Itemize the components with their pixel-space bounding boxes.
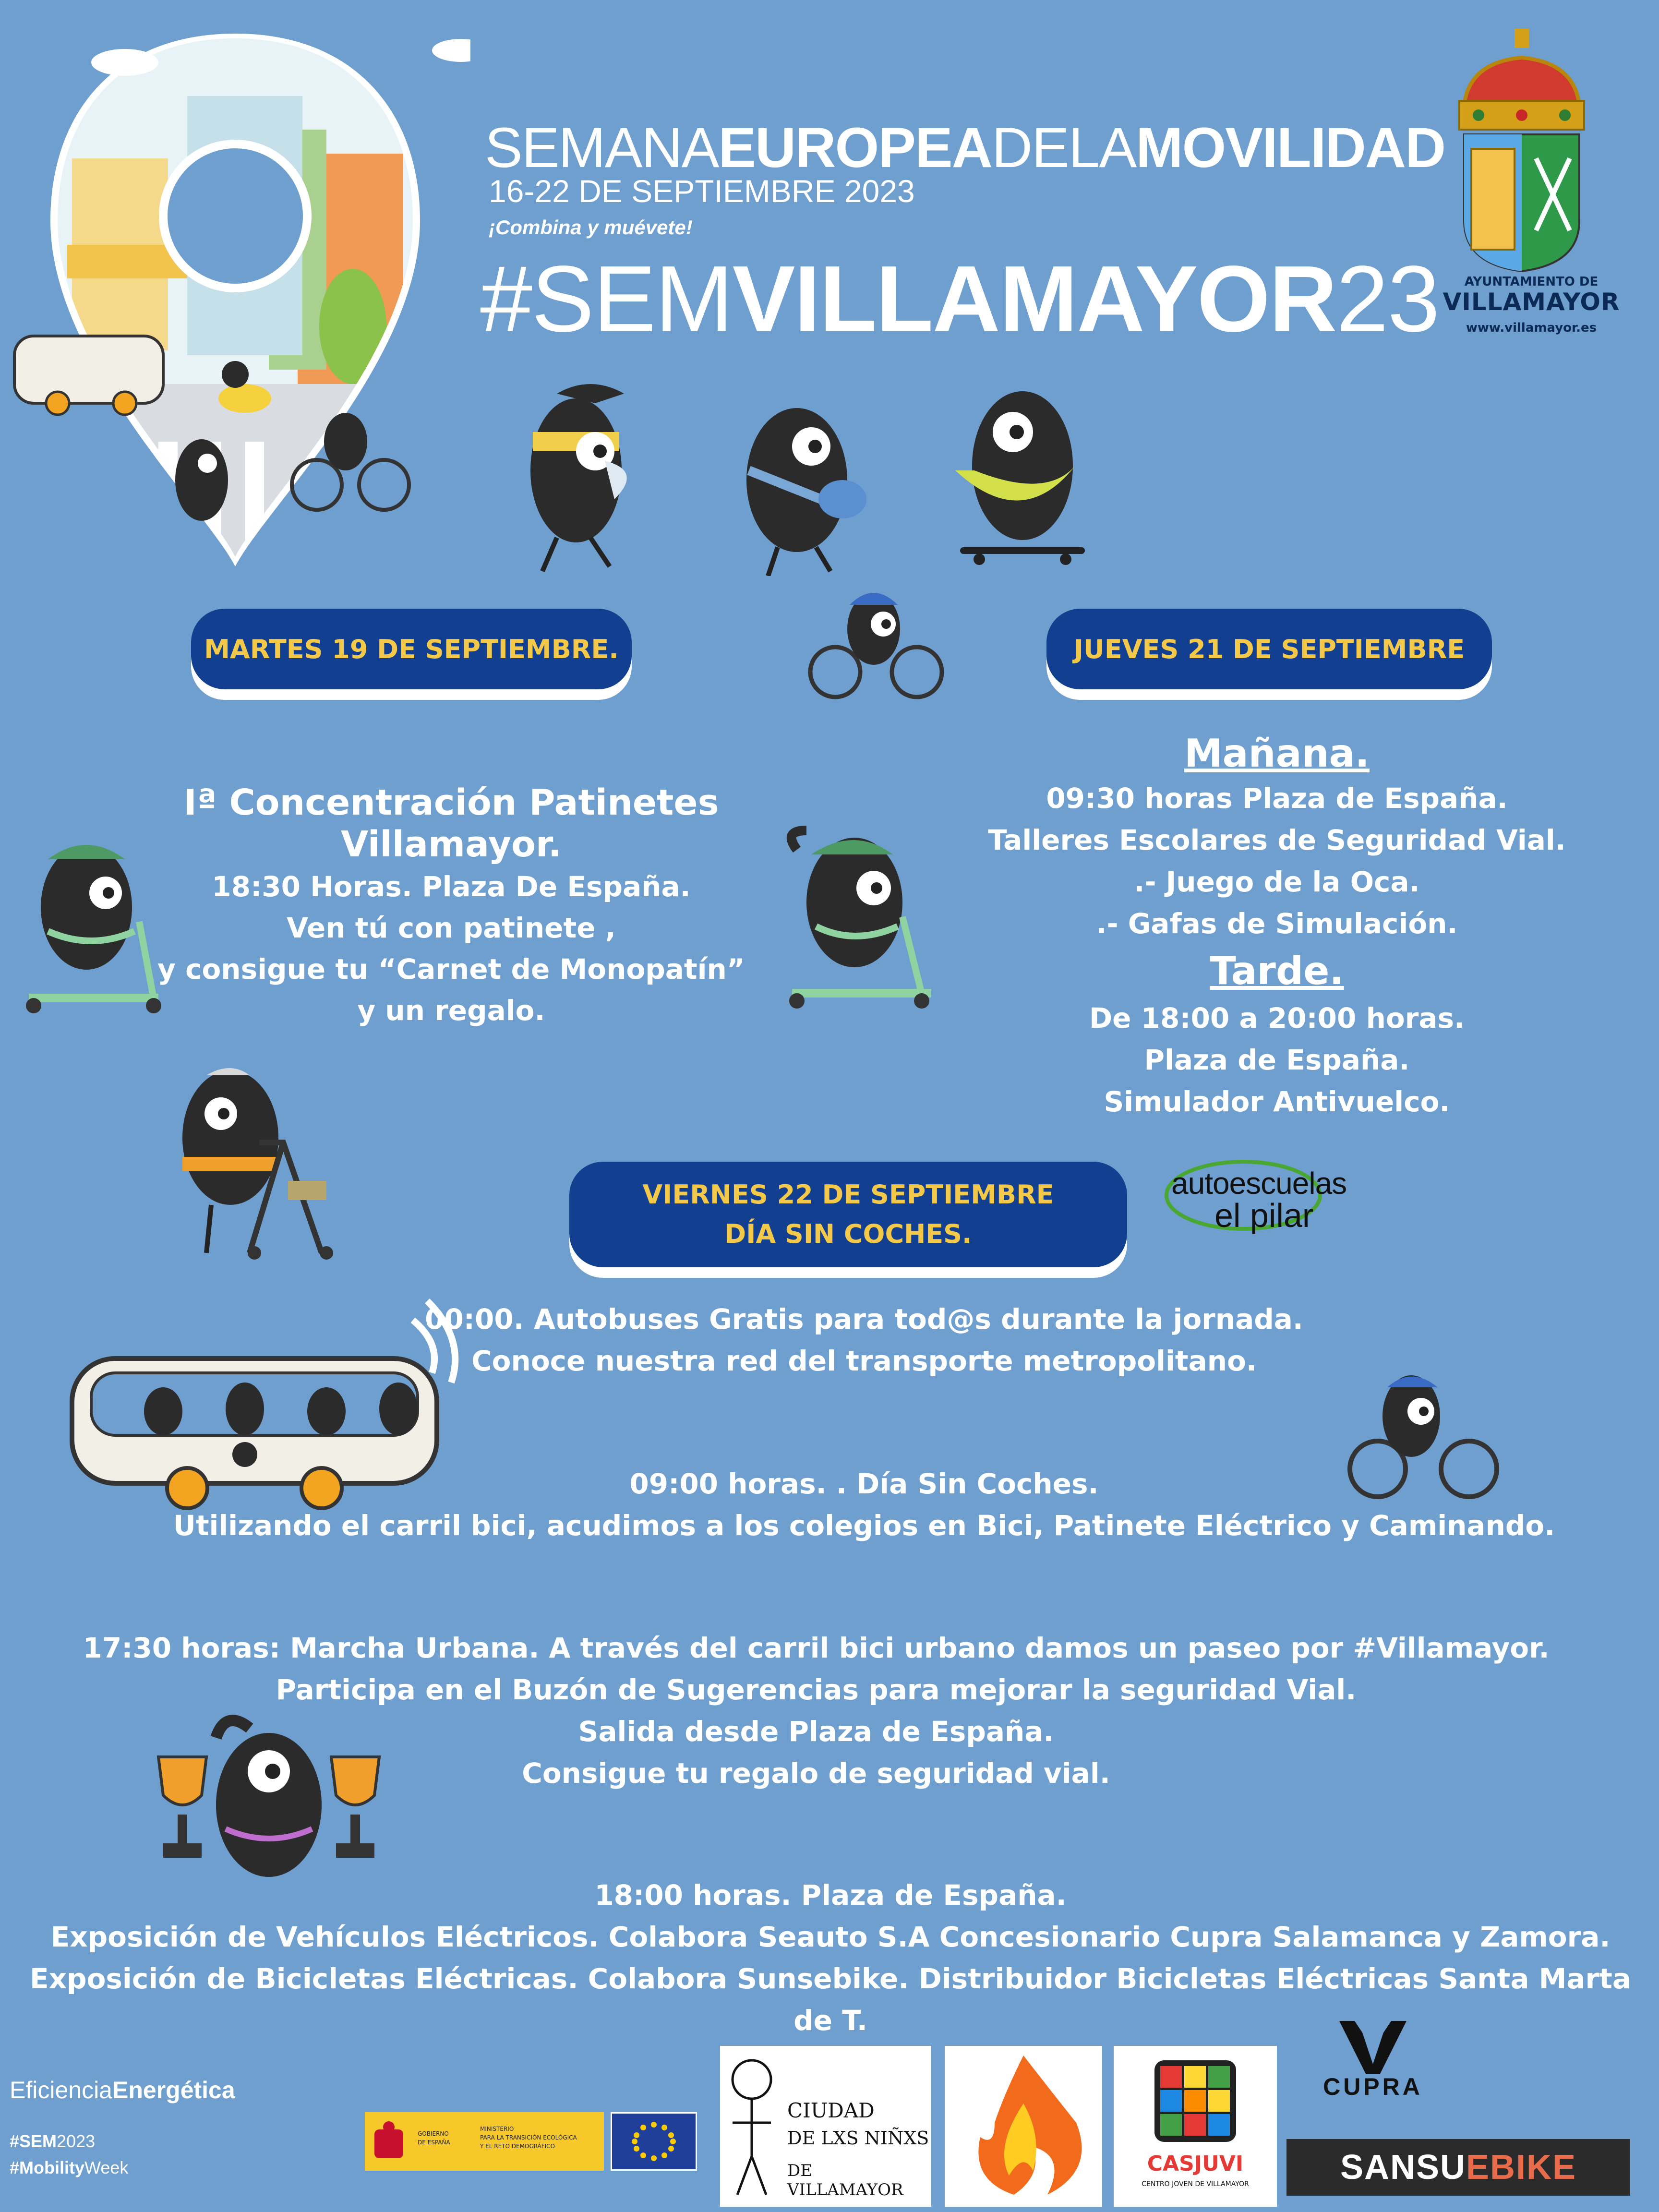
- tuesday-line-3: y consigue tu “Carnet de Monopatín”: [157, 953, 745, 986]
- thursday-morning-heading: Mañana.: [1184, 731, 1370, 776]
- scooter-girl-character-icon: [778, 811, 941, 1013]
- thursday-afternoon-3: Simulador Antivuelco.: [1104, 1085, 1450, 1118]
- friday-bus-2: Conoce nuestra red del transporte metropolitano.: [471, 1345, 1257, 1377]
- tuesday-line-4: y un regalo.: [357, 994, 545, 1027]
- thursday-afternoon-2: Plaza de España.: [1144, 1044, 1410, 1076]
- tuesday-title-1: Iª Concentración Patinetes: [183, 782, 719, 823]
- ebike-text: EBIKE: [1466, 2148, 1577, 2187]
- pill-friday-line-1: VIERNES 22 DE SEPTIEMBRE: [642, 1179, 1054, 1210]
- cyclist-small-icon: [806, 576, 950, 706]
- hashtag-sem2023: #SEM2023: [10, 2131, 96, 2151]
- ministry-line-1: MINISTERIO: [480, 2126, 514, 2132]
- ciudad-line-3: DE VILLAMAYOR: [787, 2161, 903, 2200]
- thursday-afternoon-heading: Tarde.: [1210, 949, 1344, 993]
- cupra-wordmark: CUPRA: [1323, 2073, 1423, 2100]
- child-drawing-icon: [723, 2051, 785, 2200]
- flame-icon: [951, 2051, 1095, 2202]
- flame-logo: [945, 2046, 1102, 2207]
- sansuebike-logo: [1286, 2139, 1630, 2196]
- friday-march-2: Participa en el Buzón de Sugerencias para mejorar la seguridad Vial.: [276, 1673, 1357, 1706]
- friday-march-4: Consigue tu regalo de seguridad vial.: [522, 1757, 1110, 1790]
- event-slogan: ¡Combina y muévete!: [489, 216, 693, 239]
- event-title: SEMANAEUROPEADELAMOVILIDAD: [485, 116, 1445, 180]
- friday-bus-1: 00:00. Autobuses Gratis para tod@s durante la jornada.: [425, 1303, 1303, 1335]
- city-pin-illustration: [0, 19, 470, 576]
- walker-frame-character-icon: [163, 1061, 346, 1262]
- coat-of-arms-icon: [1450, 29, 1594, 274]
- ministry-line-2: PARA LA TRANSICIÓN ECOLÓGICA: [480, 2134, 577, 2141]
- autoescuelas-line-2: el pilar: [1214, 1197, 1314, 1234]
- friday-bus: [365, 1298, 1363, 1382]
- friday-expo-1: 18:00 horas. Plaza de España.: [594, 1879, 1067, 1911]
- ciudad-line-1: CIUDAD: [787, 2099, 875, 2122]
- casjuvi-logo: [1114, 2046, 1277, 2207]
- thursday-morning-1: 09:30 horas Plaza de España.: [1046, 782, 1508, 815]
- thursday-morning-4: .- Gafas de Simulación.: [1096, 907, 1458, 940]
- casjuvi-subtitle: CENTRO JOVEN DE VILLAMAYOR: [1142, 2180, 1249, 2188]
- rubiks-cube-icon: [1150, 2056, 1241, 2147]
- spain-crest-icon: [370, 2120, 408, 2163]
- casjuvi-name: CASJUVI: [1147, 2152, 1244, 2176]
- friday-day-2: Utilizando el carril bici, acudimos a los colegios en Bici, Patinete Eléctrico y Caminando.: [173, 1509, 1555, 1542]
- pill-friday-line-2: DÍA SIN COCHES.: [724, 1219, 972, 1249]
- gobierno-logo: [365, 2112, 604, 2171]
- pill-friday: [569, 1162, 1127, 1267]
- event-dates: 16-22 DE SEPTIEMBRE 2023: [489, 173, 915, 209]
- friday-march-1: 17:30 horas: Marcha Urbana. A través del carril bici urbano damos un paseo por #Villamayor.: [83, 1632, 1550, 1664]
- scooter-character-icon: [19, 816, 168, 1018]
- thursday-morning-2: Talleres Escolares de Seguridad Vial.: [988, 824, 1566, 856]
- sansu-text: SANSU: [1340, 2148, 1466, 2187]
- tuesday-line-2: Ven tú con patinete ,: [287, 912, 616, 944]
- thursday-morning-3: .- Juego de la Oca.: [1134, 866, 1420, 898]
- pill-tuesday: [191, 609, 632, 689]
- walker-character-icon: [720, 384, 874, 576]
- runner-character-icon: [499, 374, 643, 576]
- gobierno-line-1: GOBIERNO: [418, 2130, 449, 2137]
- town-caption: AYUNTAMIENTO DE: [1464, 275, 1599, 289]
- thursday-afternoon-1: De 18:00 a 20:00 horas.: [1089, 1002, 1465, 1034]
- hashtag-mobilityweek: #MobilityWeek: [10, 2158, 129, 2177]
- friday-expo-3: Exposición de Bicicletas Eléctricas. Colabora Sunsebike. Distribuidor Bicicletas Eléctricas Santa Marta de T.: [30, 1962, 1631, 2037]
- tuesday-title-2: Villamayor.: [341, 824, 562, 865]
- friday-expo-2: Exposición de Vehículos Eléctricos. Colabora Seauto S.A Concesionario Cupra Salamanca y Zamora.: [50, 1921, 1611, 1953]
- eu-flag-icon: [611, 2112, 697, 2171]
- friday-day: [144, 1463, 1584, 1547]
- eficiencia-energetica-label: EficienciaEnergética: [10, 2077, 235, 2104]
- pill-tuesday-label: MARTES 19 DE SEPTIEMBRE.: [204, 634, 619, 664]
- autoescuelas-line-1: autoescuelas: [1171, 1166, 1347, 1201]
- friday-day-1: 09:00 horas. . Día Sin Coches.: [629, 1467, 1099, 1500]
- ciudad-ninos-logo: [720, 2046, 931, 2207]
- tuesday-details: [115, 782, 787, 1031]
- event-hashtag: #SEMVILLAMAYOR23: [480, 246, 1439, 351]
- town-website: www.villamayor.es: [1466, 321, 1597, 335]
- skateboard-character-icon: [950, 374, 1104, 576]
- pill-thursday-label: JUEVES 21 DE SEPTIEMBRE: [1073, 634, 1465, 664]
- ministry-line-3: Y EL RETO DEMOGRÁFICO: [480, 2143, 555, 2150]
- autoescuelas-logo: [1162, 1152, 1363, 1238]
- town-name: VILLAMAYOR: [1443, 288, 1620, 316]
- cupra-emblem-icon: [1334, 2011, 1411, 2079]
- tuesday-line-1: 18:30 Horas. Plaza De España.: [212, 870, 691, 903]
- gobierno-line-2: DE ESPAÑA: [418, 2139, 450, 2146]
- friday-march-3: Salida desde Plaza de España.: [578, 1715, 1054, 1748]
- thursday-details: [960, 730, 1594, 1123]
- ciudad-line-2: DE LXS NIÑXS: [787, 2128, 929, 2149]
- trophy-character-icon: [154, 1709, 384, 1891]
- pill-thursday: [1046, 609, 1492, 689]
